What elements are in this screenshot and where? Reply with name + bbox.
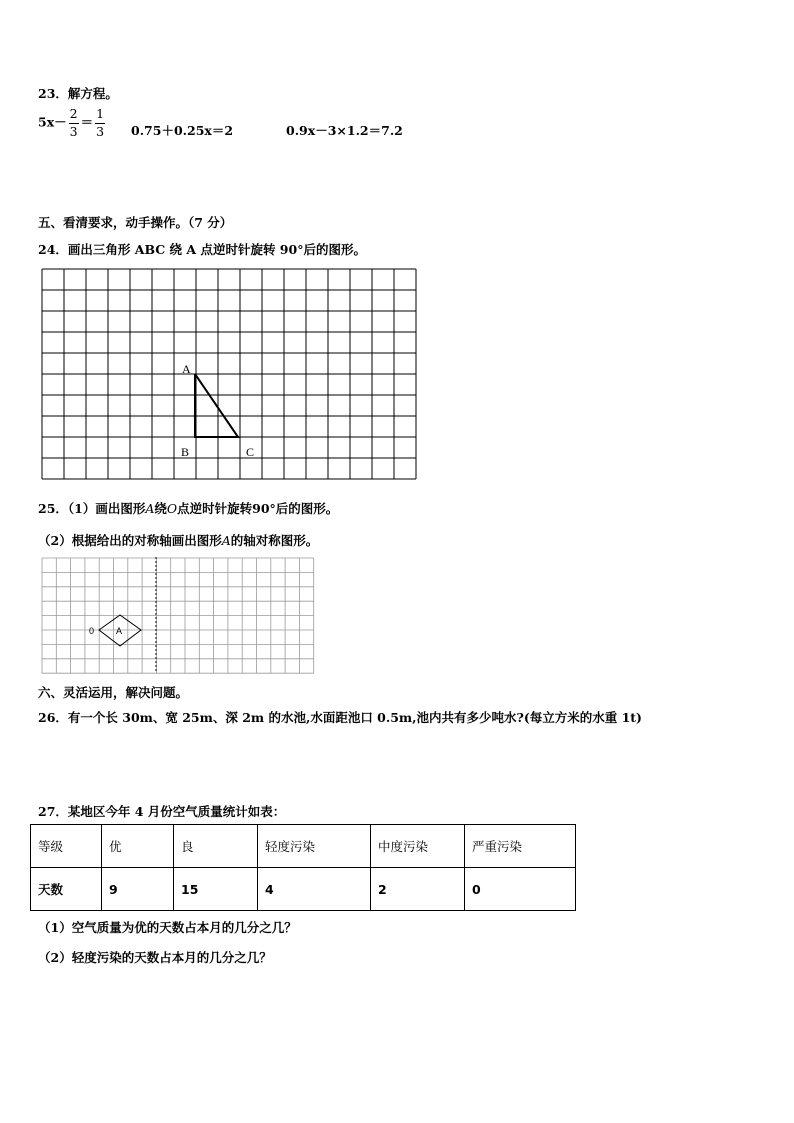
label-o: 0: [89, 626, 95, 636]
table-cell: 轻度污染: [258, 825, 371, 868]
q27-title: 27．某地区今年 4 月份空气质量统计如表：: [38, 804, 286, 819]
table-cell: 中度污染: [371, 825, 465, 868]
var-a: A: [221, 533, 231, 548]
q26-title: 26．有一个长 30m、宽 25m、深 2m 的水池,水面距池口 0.5m,池内共有多少吨水?(每立方米的水重 1t): [38, 710, 642, 725]
fraction-one-third: $\frac{1}{3}$: [96, 106, 105, 139]
q27-sub1: （1）空气质量为优的天数占本月的几分之几？: [38, 920, 297, 935]
triangle-abc: [195, 374, 238, 437]
table-cell: 9: [102, 868, 174, 911]
table-cell: 15: [174, 868, 258, 911]
q27-sub2: （2）轻度污染的天数占本月的几分之几？: [38, 950, 272, 965]
var-o: O: [166, 501, 178, 516]
eq1-left: 5x－: [38, 114, 67, 130]
table-row: [31, 868, 576, 911]
table-cell: 4: [258, 868, 371, 911]
table-cell: 2: [371, 868, 465, 911]
air-quality-table: [30, 824, 576, 911]
q25-grid-figure: [41, 557, 315, 675]
q23-equation-3: 0.9x－3×1.2＝7.2: [286, 123, 403, 138]
q25-sub2: （2）根据给出的对称轴画出图形A的轴对称图形。: [38, 533, 319, 548]
q23-equation-2: 0.75＋0.25x＝2: [131, 123, 234, 138]
fraction-two-thirds: $\frac{2}{3}$: [69, 106, 78, 139]
label-b: B: [181, 445, 190, 459]
table-cell: 天数: [31, 868, 102, 911]
q23-equation-1: [38, 108, 107, 138]
section-5-title: 五、看清要求，动手操作。（7 分）: [38, 215, 233, 230]
label-a: A: [182, 362, 191, 376]
table-row: [31, 825, 576, 868]
table-cell: 良: [174, 825, 258, 868]
table-cell: 严重污染: [465, 825, 576, 868]
label-shape-a: A: [116, 626, 123, 636]
q24-grid-figure: [41, 268, 421, 486]
q24-title: 24．画出三角形 ABC 绕 A 点逆时针旋转 90°后的图形。: [38, 242, 366, 257]
table-cell: 0: [465, 868, 576, 911]
section-6-title: 六、灵活运用，解决问题。: [38, 685, 189, 700]
q25-title: 25．（1）画出图形A绕O点逆时针旋转90°后的图形。: [38, 501, 339, 516]
label-c: C: [246, 445, 255, 459]
q23-title: 23．解方程。: [38, 86, 118, 101]
eq1-equals: ＝: [80, 114, 94, 130]
var-a: A: [145, 501, 155, 516]
table-cell: 等级: [31, 825, 102, 868]
table-cell: 优: [102, 825, 174, 868]
